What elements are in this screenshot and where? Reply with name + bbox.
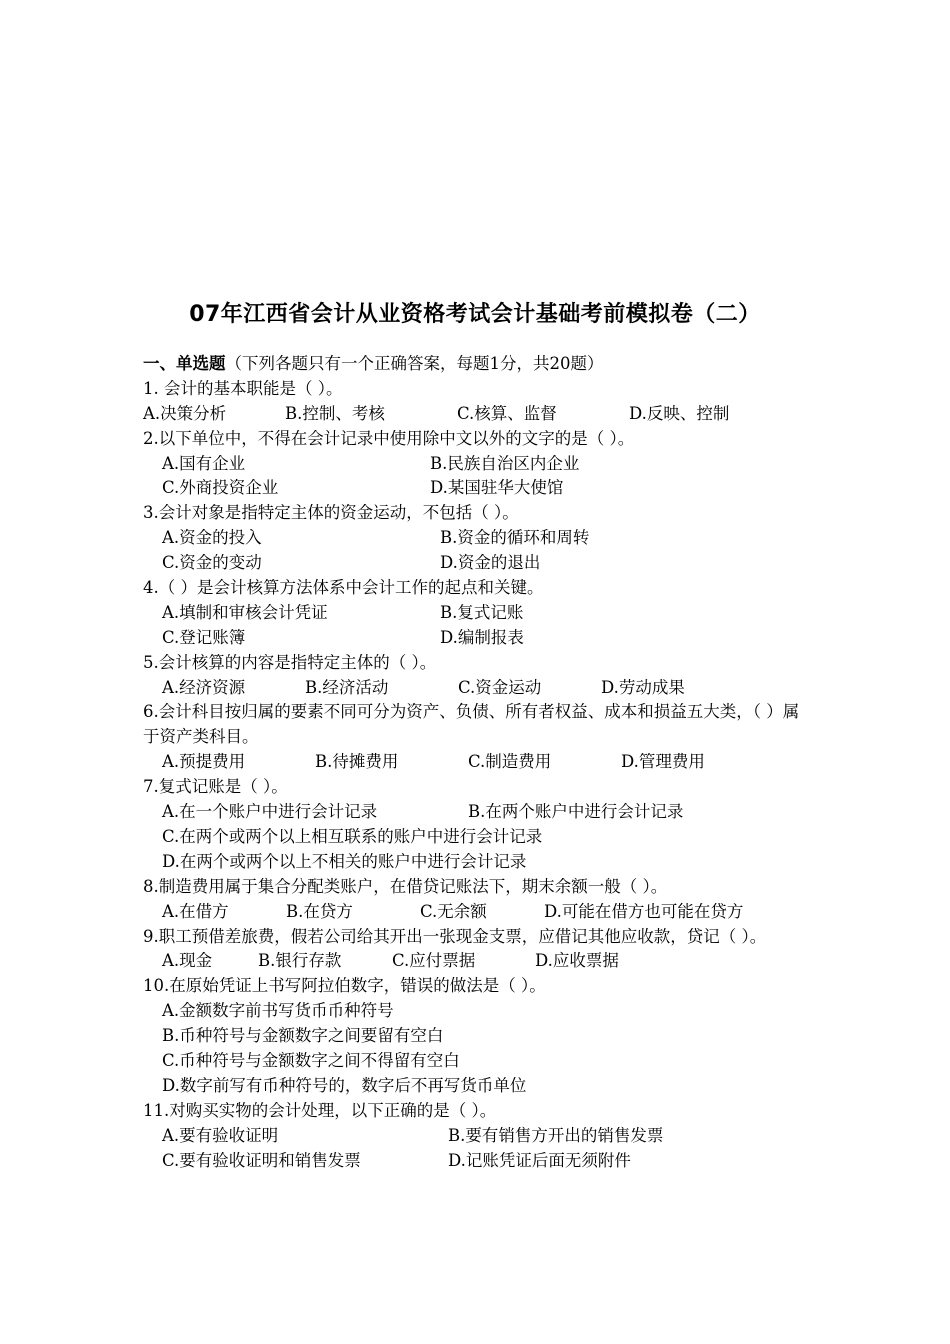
option: C.资金运动 xyxy=(458,677,542,697)
option-row xyxy=(143,676,813,701)
section-heading: 一、单选题 xyxy=(143,354,226,373)
option: C.外商投资企业 xyxy=(162,478,279,498)
option: D.记账凭证后面无须附件 xyxy=(448,1150,631,1170)
option-row xyxy=(143,850,813,875)
question-stem: 5.会计核算的内容是指特定主体的（ ）。 xyxy=(143,652,437,672)
option: C.要有验收证明和销售发票 xyxy=(162,1150,361,1170)
question-stem: 11.对购买实物的会计处理，以下正确的是（ ）。 xyxy=(143,1100,497,1120)
option-row xyxy=(143,476,813,501)
option: B.在两个账户中进行会计记录 xyxy=(468,802,684,822)
option-row xyxy=(143,551,813,576)
option-row xyxy=(143,601,813,626)
option: A.在借方 xyxy=(162,901,229,921)
option: C.应付票据 xyxy=(392,951,476,971)
option: B.待摊费用 xyxy=(315,752,399,772)
question-stem: 1. 会计的基本职能是（ ）。 xyxy=(143,378,343,398)
option: B.复式记账 xyxy=(440,602,524,622)
option: B.要有销售方开出的销售发票 xyxy=(448,1125,664,1145)
option-row xyxy=(143,1149,813,1174)
option-row xyxy=(143,900,813,925)
question-stem: 10.在原始凭证上书写阿拉伯数字，错误的做法是（ ）。 xyxy=(143,976,546,996)
option: D.可能在借方也可能在贷方 xyxy=(544,901,744,921)
question-list xyxy=(143,352,813,1173)
option-row xyxy=(143,1074,813,1099)
option: D.编制报表 xyxy=(440,627,524,647)
option: D.应收票据 xyxy=(535,951,619,971)
option: A.经济资源 xyxy=(162,677,246,697)
option: B.币种符号与金额数字之间要留有空白 xyxy=(162,1026,444,1046)
option: A.填制和审核会计凭证 xyxy=(162,602,328,622)
option: C.无余额 xyxy=(420,901,487,921)
option: A.国有企业 xyxy=(162,453,246,473)
option: A.决策分析 xyxy=(143,403,227,423)
option: A.资金的投入 xyxy=(162,528,262,548)
option: B.银行存款 xyxy=(258,951,342,971)
option: A.在一个账户中进行会计记录 xyxy=(162,802,378,822)
option-row xyxy=(143,526,813,551)
question-stem: 7.复式记账是（ ）。 xyxy=(143,777,288,797)
question-stem: 8.制造费用属于集合分配类账户，在借贷记账法下，期末余额一般（ ）。 xyxy=(143,876,668,896)
option: C.资金的变动 xyxy=(162,553,262,573)
option-row xyxy=(143,626,813,651)
option: D.在两个或两个以上不相关的账户中进行会计记录 xyxy=(162,851,527,871)
question-stem: 2.以下单位中，不得在会计记录中使用除中文以外的文字的是（ ）。 xyxy=(143,428,635,448)
document-title: 07年江西省会计从业资格考试会计基础考前模拟卷（二） xyxy=(189,302,761,327)
option-row xyxy=(143,1124,813,1149)
question-stem: 6.会计科目按归属的要素不同可分为资产、负债、所有者权益、成本和损益五大类，（ ）属于资产类科目。 xyxy=(143,702,800,747)
option: A.要有验收证明 xyxy=(162,1125,279,1145)
option: C.核算、监督 xyxy=(457,403,557,423)
option: D.某国驻华大使馆 xyxy=(430,478,564,498)
option: C.币种符号与金额数字之间不得留有空白 xyxy=(162,1050,460,1070)
option: A.现金 xyxy=(162,951,213,971)
option: C.制造费用 xyxy=(468,752,552,772)
section-note: （下列各题只有一个正确答案，每题1分，共20题） xyxy=(225,354,604,373)
option: D.数字前写有币种符号的，数字后不再写货币单位 xyxy=(162,1075,527,1095)
option: D.管理费用 xyxy=(621,752,705,772)
option: B.在贷方 xyxy=(286,901,353,921)
option-row xyxy=(143,1024,813,1049)
option-row xyxy=(143,452,813,477)
option-row xyxy=(143,825,813,850)
option-row xyxy=(143,402,813,427)
option: D.反映、控制 xyxy=(629,403,730,423)
option-row xyxy=(143,949,813,974)
question-stem: 4.（ ）是会计核算方法体系中会计工作的起点和关键。 xyxy=(143,578,544,598)
option-row xyxy=(143,750,813,775)
option: C.在两个或两个以上相互联系的账户中进行会计记录 xyxy=(162,826,543,846)
option: D.劳动成果 xyxy=(601,677,685,697)
option: B.控制、考核 xyxy=(285,403,385,423)
option: C.登记账簿 xyxy=(162,627,246,647)
option: A.金额数字前书写货币币种符号 xyxy=(162,1001,394,1021)
section-header xyxy=(143,352,813,377)
option-row xyxy=(143,999,813,1024)
question-stem: 9.职工预借差旅费，假若公司给其开出一张现金支票，应借记其他应收款，贷记（ ）。 xyxy=(143,926,767,946)
option: A.预提费用 xyxy=(162,752,246,772)
option: B.民族自治区内企业 xyxy=(430,453,580,473)
option: B.资金的循环和周转 xyxy=(440,528,590,548)
option-row xyxy=(143,1049,813,1074)
question-stem: 3.会计对象是指特定主体的资金运动，不包括（ ）。 xyxy=(143,503,519,523)
option: D.资金的退出 xyxy=(440,553,541,573)
option-row xyxy=(143,800,813,825)
option: B.经济活动 xyxy=(305,677,389,697)
